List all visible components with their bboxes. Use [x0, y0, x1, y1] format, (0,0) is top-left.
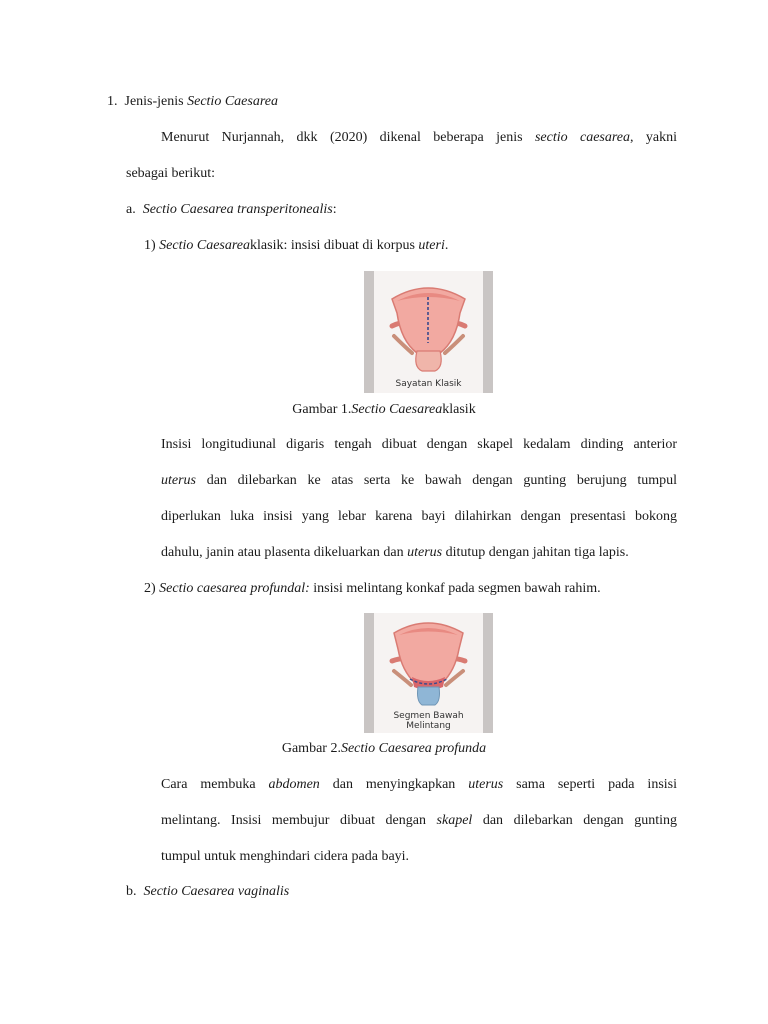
sub-item-2-marker: 2): [144, 581, 156, 596]
section-heading: [107, 92, 278, 112]
para-2-line-1-a: Cara membuka: [161, 777, 269, 792]
para-2-line-1: [161, 775, 677, 795]
figure-2-caption-plain: Gambar 2.: [281, 741, 341, 756]
intro-italic: sectio caesarea: [534, 130, 631, 145]
para-1-line-4-a: dahulu, janin atau plasenta dikeluarkan dan: [161, 545, 408, 560]
figure-1-caption-plain: Gambar 1.: [292, 402, 352, 417]
para-2-line-2-a: melintang. Insisi membujur dibuat dengan: [161, 813, 437, 828]
para-1-line-2-italic: uterus: [161, 473, 196, 488]
para-1-line-2-text: dan dilebarkan ke atas serta ke bawah dengan gunting berujung tumpul: [196, 473, 677, 488]
intro-text: Menurut Nurjannah, dkk (2020) dikenal beberapa jenis: [161, 130, 535, 145]
sub-item-1: [144, 236, 448, 256]
para-2-line-2: [161, 811, 677, 831]
para-1-line-3: diperlukan luka insisi yang lebar karena bayi dilahirkan dengan presentasi bokong: [161, 509, 677, 524]
para-1-line-1: Insisi longitudiunal digaris tengah dibuat dengan skapel kedalam dinding anterior: [161, 437, 677, 452]
item-b-marker: b.: [126, 884, 137, 899]
para-2-line-2-italic: skapel: [436, 813, 473, 828]
intro-line-2: sebagai berikut:: [126, 166, 216, 181]
sub-item-1-label: Sectio Caesarea: [159, 238, 251, 253]
sub-item-1-marker: 1): [144, 238, 156, 253]
intro-text-end: , yakni: [630, 130, 677, 145]
figure-1-image-label: Sayatan Klasik: [395, 379, 462, 389]
para-2-line-1-italic-1: abdomen: [268, 777, 320, 792]
sub-item-1-italic: uteri: [418, 238, 445, 253]
section-number: 1.: [107, 94, 118, 109]
para-2-line-1-italic-2: uterus: [468, 777, 504, 792]
figure-2-image: [364, 613, 493, 733]
item-a-suffix: :: [332, 202, 337, 217]
figure-1-caption-end: klasik: [442, 402, 476, 417]
figure-1-caption-italic: Sectio Caesarea: [351, 402, 443, 417]
para-1-line-4-italic: uterus: [407, 545, 443, 560]
item-a: [126, 200, 337, 220]
sub-item-2-text: insisi melintang konkaf pada segmen bawah rahim.: [309, 581, 601, 596]
figure-1-caption: [0, 400, 768, 420]
para-1-line-4-b: ditutup dengan jahitan tiga lapis.: [442, 545, 629, 560]
sub-item-1-text: klasik: insisi dibuat di korpus: [250, 238, 419, 253]
para-2-line-3: tumpul untuk menghindari cidera pada bayi.: [161, 849, 410, 864]
section-title-italic: Sectio Caesarea: [187, 94, 278, 109]
para-2-line-1-b: dan menyingkapkan: [319, 777, 469, 792]
item-b-label: Sectio Caesarea vaginalis: [143, 884, 290, 899]
figure-2-image-label-2: Melintang: [406, 721, 451, 731]
figure-1-image: [364, 271, 493, 393]
sub-item-2-label: Sectio caesarea profundal:: [159, 581, 310, 596]
para-2-line-1-c: sama seperti pada insisi: [503, 777, 677, 792]
uterus-classic-illustration: [364, 271, 493, 393]
figure-2-caption: [0, 739, 768, 759]
item-b: [126, 882, 289, 902]
item-a-label: Sectio Caesarea transperitonealis: [142, 202, 333, 217]
para-2-line-2-b: dan dilebarkan dengan gunting: [472, 813, 677, 828]
para-1-line-4: [161, 543, 629, 563]
sub-item-1-end: .: [444, 238, 449, 253]
figure-2-caption-italic: Sectio Caesarea profunda: [340, 741, 487, 756]
item-a-marker: a.: [126, 202, 136, 217]
intro-line-1: [161, 128, 677, 148]
sub-item-2: [144, 579, 601, 599]
figure-2-image-label-1: Segmen Bawah: [393, 711, 464, 721]
para-1-line-2: [161, 471, 677, 491]
section-title: Jenis-jenis: [124, 94, 188, 109]
